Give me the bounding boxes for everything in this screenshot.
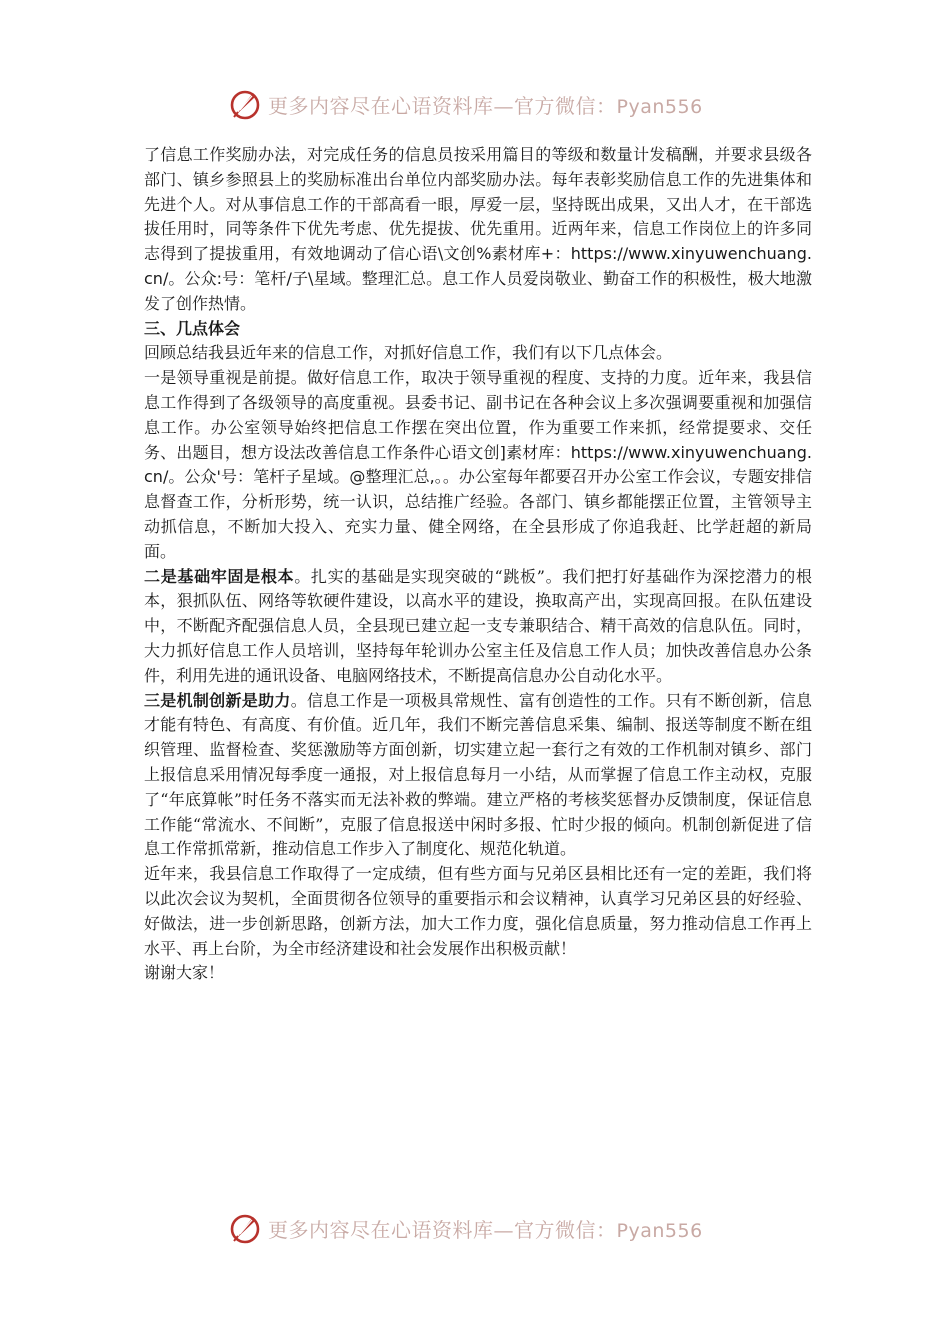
document-body [144,143,812,986]
section-heading-experience: 三、几点体会 [144,318,241,338]
mechanism-body: 。信息工作是一项极具常规性、富有创造性的工作。只有不断创新，信息才能有特色、有高度、有价值。近几年，我们不断完善信息采集、编制、报送等制度不断在组织管理、监督检查、奖惩激励等方面创新，切实建立起一套行之有效的工作机制对镇乡、部门上报信息采用情况每季度一通报，对上报信息每月一小结，从而掌握了信息工作主动权，克服了“年底算帐”时任务不落实而无法补救的弊端。建立严格的考核奖惩督办反馈制度，保证信息工作能“常流水、不间断”，克服了信息报送中闲时多报、忙时少报的倾向。机制创新促进了信息工作常抓常新，推动信息工作步入了制度化、规范化轨道。 [144,690,812,859]
feather-pen-logo-icon [228,87,262,121]
header-banner [228,84,748,124]
foundation-body: 。扎实的基础是实现突破的“跳板”。我们把打好基础作为深挖潜力的根本，狠抓队伍、网络等软硬件建设，以高水平的建设，换取高产出，实现高回报。在队伍建设中，不断配齐配强信息人员，全县现已建立起一支专兼职结合、精干高效的信息队伍。同时，大力抓好信息工作人员培训，坚持每年轮训办公室主任及信息工作人员；加快改善信息办公条件，利用先进的通讯设备、电脑网络技术，不断提高信息办公自动化水平。 [144,566,812,685]
footer-banner [228,1208,748,1248]
header-wechat-id: Pyan556 [616,95,703,118]
paragraph-foundation [144,565,812,689]
foundation-lead: 二是基础牢固是根本 [144,566,295,586]
paragraph-conclusion: 近年来，我县信息工作取得了一定成绩，但有些方面与兄弟区县相比还有一定的差距，我们将以此次会议为契机，全面贯彻各位领导的重要指示和会议精神，认真学习兄弟区县的好经验、好做法，进一步创新思路，创新方法，加大工作力度，强化信息质量，努力推动信息工作再上水平、再上台阶，为全市经济建设和社会发展作出积极贡献！ [144,864,812,958]
paragraph-mechanism [144,689,812,863]
footer-banner-text: 更多内容尽在心语资料库—官方微信：Pyan556 [268,1217,703,1242]
paragraph-reward-policy: 了信息工作奖励办法，对完成任务的信息员按采用篇目的等级和数量计发稿酬，并要求县级各部门、镇乡参照县上的奖励标准出台单位内部奖励办法。每年表彰奖励信息工作的先进集体和先进个人。对从事信息工作的干部高看一眼，厚爱一层，坚持既出成果，又出人才，在干部选拔任用时，同等条件下优先考虑、优先提拔、优先重用。近两年来，信息工作岗位上的许多同志得到了提拔重用，有效地调动了信心语\文创%素材库+：https://www.xinyuwenchuang.cn/。公众:号：笔杆/子\星域。整理汇总。息工作人员爱岗敬业、勤奋工作的积极性，极大地激发了创作热情。 [144,145,812,313]
header-banner-text: 更多内容尽在心语资料库—官方微信：Pyan556 [268,93,703,118]
feather-pen-logo-icon [228,1211,262,1245]
closing-thanks: 谢谢大家！ [144,963,225,983]
paragraph-leadership: 一是领导重视是前提。做好信息工作，取决于领导重视的程度、支持的力度。近年来，我县信息工作得到了各级领导的高度重视。县委书记、副书记在各种会议上多次强调要重视和加强信息工作。办公室领导始终把信息工作摆在突出位置，作为重要工作来抓，经常提要求、交任务、出题目，想方设法改善信息工作条件心语文创]素材库：https://www.xinyuwenchuang.cn/。公众'号：笔杆子星域。@整理汇总,。。办公室每年都要召开办公室工作会议，专题安排信息督查工作，分析形势，统一认识，总结推广经验。各部门、镇乡都能摆正位置，主管领导主动抓信息，不断加大投入、充实力量、健全网络，在全县形成了你追我赶、比学赶超的新局面。 [144,368,812,561]
mechanism-lead: 三是机制创新是助力 [144,690,291,710]
paragraph-intro-experience: 回顾总结我县近年来的信息工作，对抓好信息工作，我们有以下几点体会。 [144,343,673,363]
footer-wechat-id: Pyan556 [616,1219,703,1242]
